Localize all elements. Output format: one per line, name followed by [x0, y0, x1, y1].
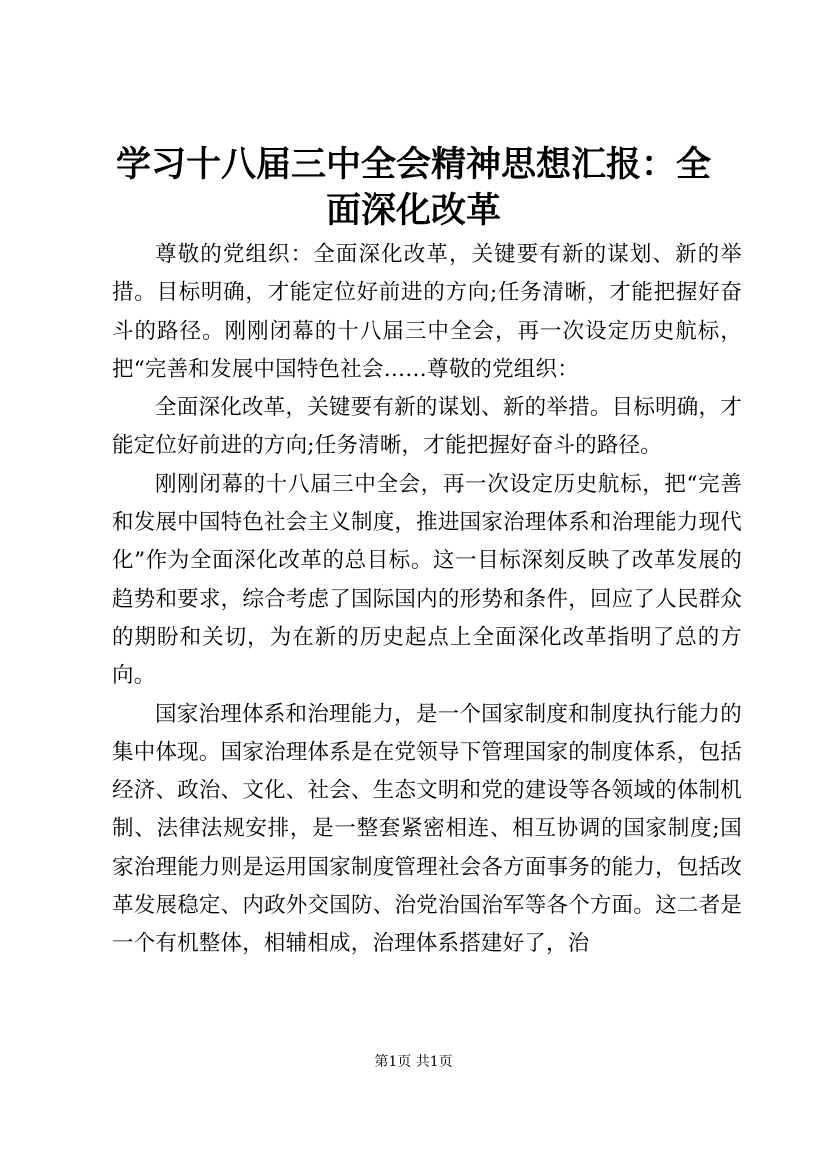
- document-title: 学习十八届三中全会精神思想汇报：全面深化改革: [115, 144, 711, 231]
- paragraph: 刚刚闭幕的十八届三中全会，再一次设定历史航标，把“完善和发展中国特色社会主义制度，推进国家治理体系和治理能力现代化”作为全面深化改革的总目标。这一目标深刻反映了改革发展的趋势和要求，综合考虑了国际国内的形势和条件，回应了人民群众的期盼和关切，为在新的历史起点上全面深化改革指明了总的方向。: [112, 471, 742, 689]
- page-footer: 第1页 共1页: [374, 1054, 453, 1070]
- paragraph: 国家治理体系和治理能力，是一个国家制度和制度执行能力的集中体现。国家治理体系是在党领导下管理国家的制度体系，包括经济、政治、文化、社会、生态文明和党的建设等各领域的体制机制、法律法规安排，是一整套紧密相连、相互协调的国家制度;国家治理能力则是运用国家制度管理社会各方面事务的能力，包括改革发展稳定、内政外交国防、治党治国治军等各个方面。这二者是一个有机整体，相辅相成，治理体系搭建好了，治: [112, 701, 742, 957]
- paragraph: 尊敬的党组织：全面深化改革，关键要有新的谋划、新的举措。目标明确，才能定位好前进的方向;任务清晰，才能把握好奋斗的路径。刚刚闭幕的十八届三中全会，再一次设定历史航标，把“完善和发展中国特色社会……尊敬的党组织：: [112, 242, 742, 382]
- document-body: [112, 236, 742, 964]
- paragraph: 全面深化改革，关键要有新的谋划、新的举措。目标明确，才能定位好前进的方向;任务清晰，才能把握好奋斗的路径。: [112, 395, 742, 459]
